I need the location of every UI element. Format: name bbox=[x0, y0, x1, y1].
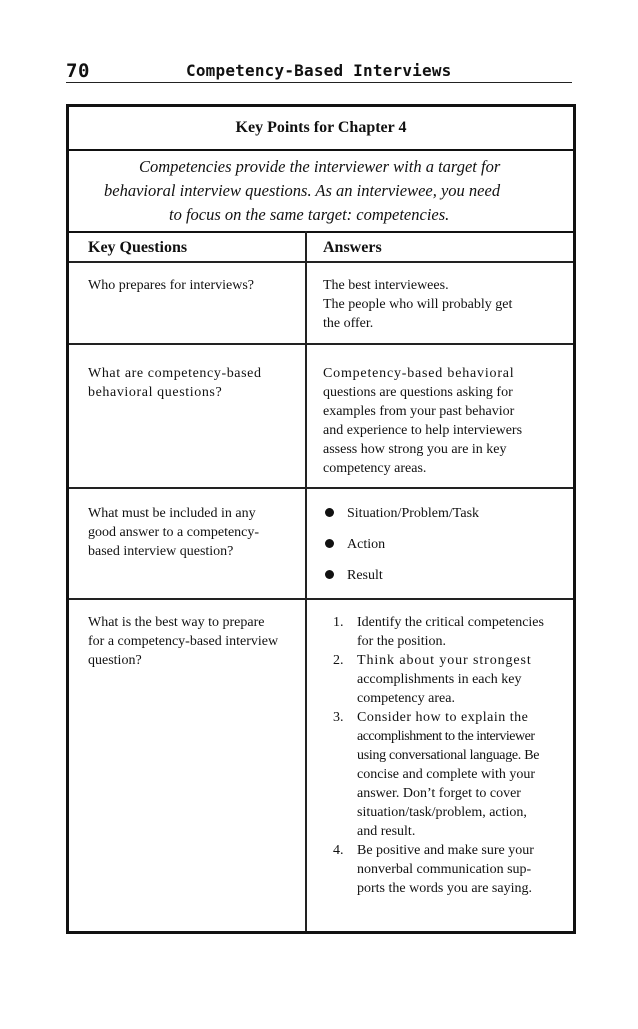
step-line: Be positive and make sure your bbox=[357, 843, 534, 858]
column-divider bbox=[305, 231, 307, 931]
answer-cell bbox=[323, 364, 559, 478]
bullet-text: Action bbox=[347, 537, 386, 552]
step-line: accomplishments in each key bbox=[357, 672, 522, 687]
answer-bullets bbox=[323, 504, 559, 597]
answer-line: assess how strong you are in key bbox=[323, 442, 507, 457]
question-line: based interview question? bbox=[88, 544, 234, 559]
numbered-step bbox=[327, 651, 561, 708]
step-line: Think about your strongest bbox=[357, 653, 532, 668]
step-line: competency area. bbox=[357, 691, 455, 706]
answer-line: Competency-based behavioral bbox=[323, 366, 515, 381]
step-line: nonverbal communication sup- bbox=[357, 862, 532, 877]
question-cell bbox=[88, 504, 292, 561]
step-line: ports the words you are saying. bbox=[357, 881, 532, 896]
answer-line: The best interviewees. bbox=[323, 278, 449, 293]
page-number: 70 bbox=[66, 60, 90, 82]
answer-line: examples from your past behavior bbox=[323, 404, 515, 419]
answer-line: and experience to help interviewers bbox=[323, 423, 523, 438]
bullet-text: Result bbox=[347, 568, 383, 583]
step-line: accomplishment to the interviewer bbox=[357, 729, 535, 744]
intro-text bbox=[69, 151, 573, 233]
intro-line: to focus on the same target: competencies. bbox=[169, 205, 450, 224]
step-line: Identify the critical competencies bbox=[357, 615, 544, 630]
bullet-text: Situation/Problem/Task bbox=[347, 506, 480, 521]
key-points-box bbox=[66, 104, 576, 934]
question-cell bbox=[88, 613, 292, 670]
numbered-step bbox=[327, 708, 561, 841]
page-header bbox=[66, 58, 572, 83]
question-line: Who prepares for interviews? bbox=[88, 278, 254, 293]
step-number: 2. bbox=[333, 653, 344, 668]
row-divider bbox=[69, 343, 573, 345]
intro-line: behavioral interview questions. As an interviewee, you need bbox=[104, 181, 501, 200]
answer-cell bbox=[323, 276, 559, 333]
questions-header: Key Questions bbox=[88, 239, 188, 256]
question-line: for a competency-based interview bbox=[88, 634, 279, 649]
question-line: good answer to a competency- bbox=[88, 525, 260, 540]
step-line: concise and complete with your bbox=[357, 767, 536, 782]
question-line: What is the best way to prepare bbox=[88, 615, 265, 630]
intro-line: Competencies provide the interviewer with a target for bbox=[139, 157, 501, 176]
question-line: What must be included in any bbox=[88, 506, 256, 521]
row-divider bbox=[69, 487, 573, 489]
answer-line: the offer. bbox=[323, 316, 374, 331]
bullet-item bbox=[323, 566, 559, 597]
bullet-item bbox=[323, 535, 559, 566]
step-line: answer. Don’t forget to cover bbox=[357, 786, 521, 801]
bullet-dot-icon bbox=[325, 539, 334, 548]
numbered-step bbox=[327, 613, 561, 651]
answers-header: Answers bbox=[323, 239, 382, 256]
bullet-dot-icon bbox=[325, 508, 334, 517]
row-divider bbox=[69, 261, 573, 263]
question-cell bbox=[88, 364, 292, 402]
step-line: using conversational language. Be bbox=[357, 748, 540, 763]
numbered-step bbox=[327, 841, 561, 898]
row-divider bbox=[69, 598, 573, 600]
question-cell bbox=[88, 276, 292, 295]
answer-steps bbox=[327, 613, 561, 898]
step-number: 3. bbox=[333, 710, 344, 725]
question-line: What are competency-based bbox=[88, 366, 262, 381]
answer-line: The people who will probably get bbox=[323, 297, 513, 312]
step-line: and result. bbox=[357, 824, 416, 839]
running-title: Competency-Based Interviews bbox=[186, 61, 452, 80]
bullet-dot-icon bbox=[325, 570, 334, 579]
step-number: 1. bbox=[333, 615, 344, 630]
step-line: for the position. bbox=[357, 634, 447, 649]
question-line: behavioral questions? bbox=[88, 385, 223, 400]
bullet-item bbox=[323, 504, 559, 535]
box-title: Key Points for Chapter 4 bbox=[69, 107, 573, 151]
answer-line: questions are questions asking for bbox=[323, 385, 513, 400]
step-number: 4. bbox=[333, 843, 344, 858]
question-line: question? bbox=[88, 653, 142, 668]
step-line: Consider how to explain the bbox=[357, 710, 529, 725]
step-line: situation/task/problem, action, bbox=[357, 805, 527, 820]
answer-line: competency areas. bbox=[323, 461, 427, 476]
